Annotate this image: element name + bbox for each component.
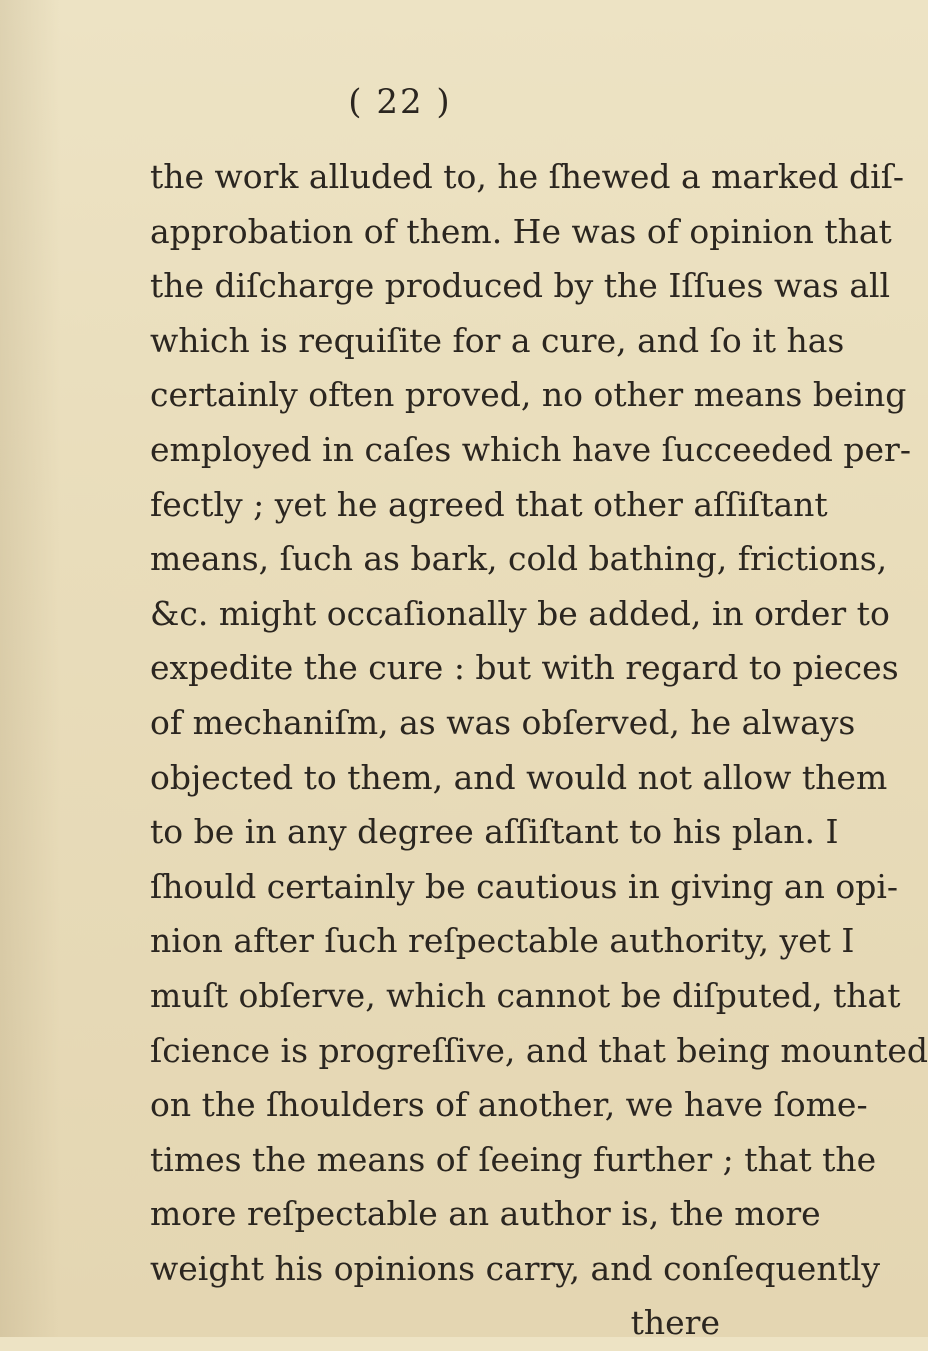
text-line: weight his opinions carry, and conſequently (150, 1248, 881, 1288)
text-line: objected to them, and would not allow them (150, 757, 888, 797)
body-text (150, 150, 928, 1351)
text-line: expedite the cure : but with regard to pieces (150, 648, 899, 688)
text-line: muſt obſerve, which cannot be diſputed, that (150, 975, 901, 1015)
text-line: employed in caſes which have ſucceeded per- (150, 429, 911, 469)
text-line: the diſcharge produced by the Iſſues was all (150, 266, 891, 306)
page-edge-shadow (0, 0, 60, 1337)
text-line: ſhould certainly be cautious in giving an opi- (150, 866, 899, 906)
text-line: means, ſuch as bark, cold bathing, frictions, (150, 539, 888, 579)
text-line: times the means of ſeeing further ; that the (150, 1139, 877, 1179)
text-line: of mechaniſm, as was obſerved, he always (150, 702, 856, 742)
text-line: more reſpectable an author is, the more (150, 1194, 821, 1234)
text-line: the work alluded to, he ſhewed a marked diſ- (150, 157, 905, 196)
catchword: there (630, 1303, 720, 1343)
text-line: to be in any degree aſſiſtant to his plan. I (150, 812, 839, 852)
text-line: on the ſhoulders of another, we have ſome- (150, 1085, 868, 1125)
text-line: certainly often proved, no other means being (150, 375, 907, 415)
text-line: nion after ſuch reſpectable authority, yet I (150, 921, 855, 961)
page-number: ( 22 ) (348, 82, 452, 122)
text-line: &c. might occaſionally be added, in order to (150, 593, 890, 633)
text-line: which is requiſite for a cure, and ſo it has (150, 320, 845, 360)
text-line: ſcience is progreſſive, and that being mounted (150, 1030, 928, 1070)
text-line: fectly ; yet he agreed that other aſſiſtant (150, 484, 828, 524)
text-line: approbation of them. He was of opinion that (150, 211, 892, 251)
